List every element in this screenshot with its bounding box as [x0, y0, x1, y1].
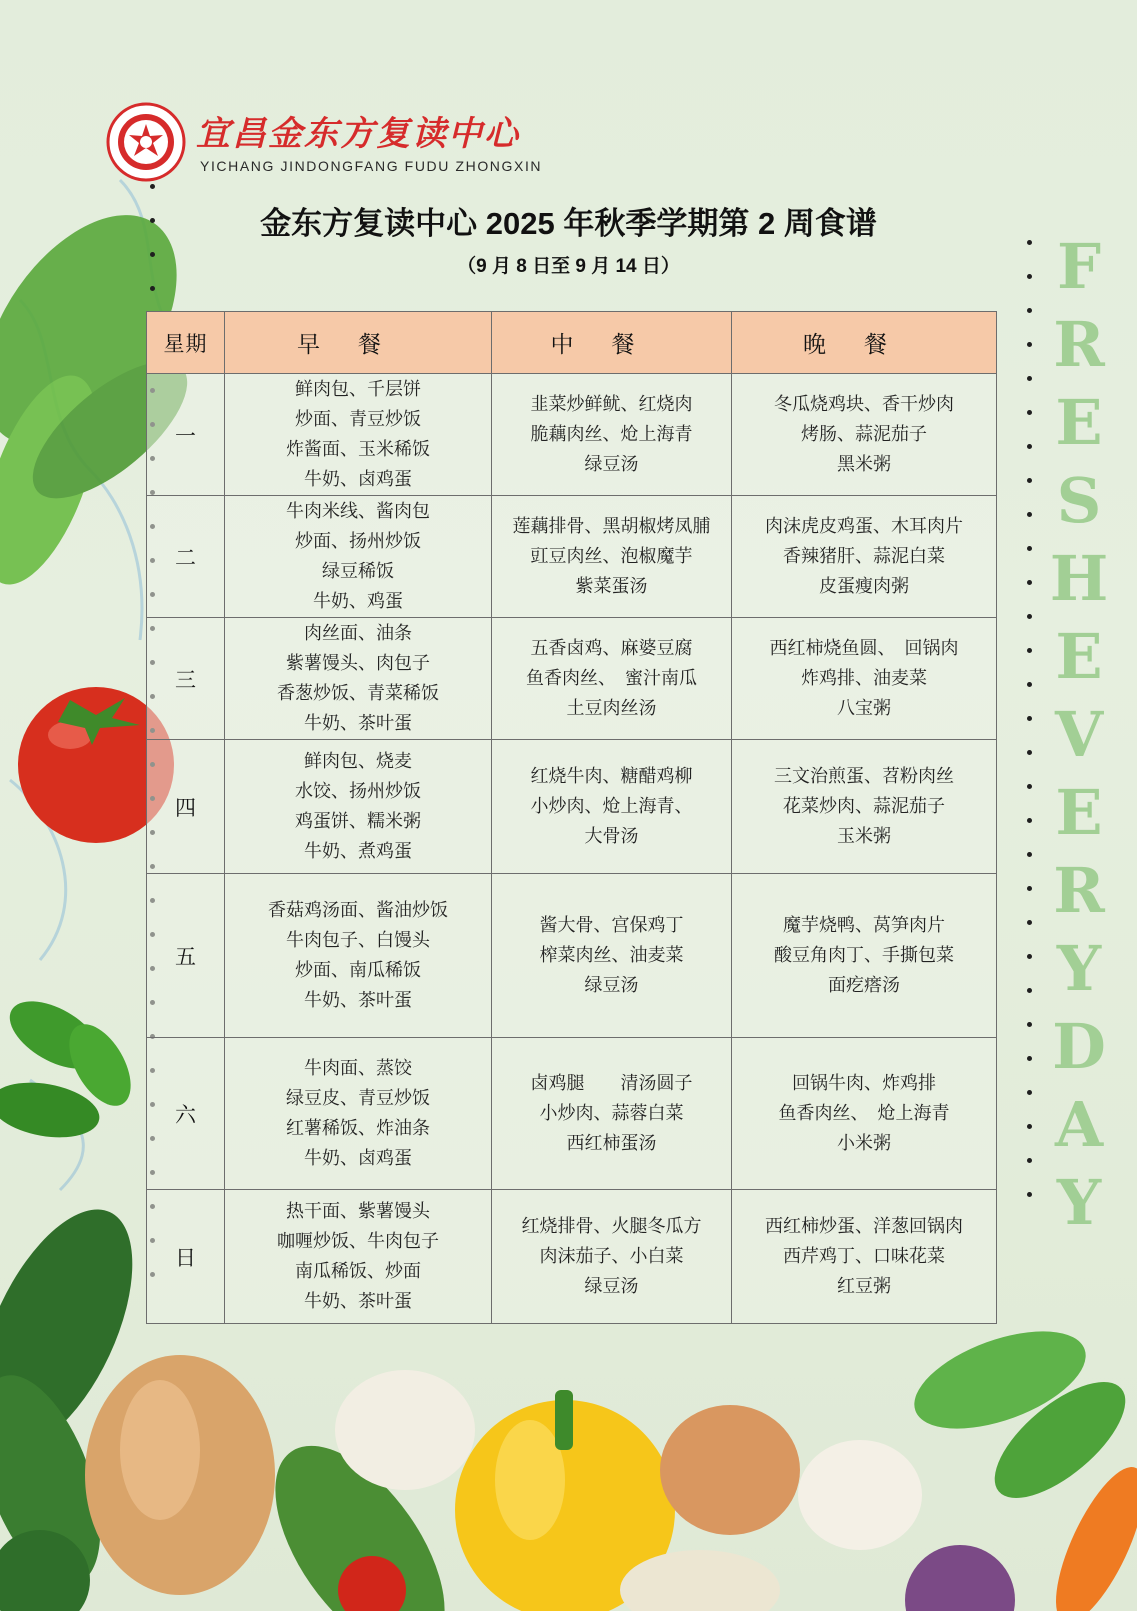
side-letter: A — [1054, 1088, 1104, 1161]
table-row — [147, 1038, 997, 1190]
lunch-dish-line: 绿豆汤 — [584, 453, 639, 475]
dinner-dish-line: 酸豆角肉丁、手撕包菜 — [774, 944, 954, 966]
breakfast-dish-line: 鲜肉包、烧麦 — [304, 750, 412, 772]
dinner-dish-line: 烤肠、蒜泥茄子 — [801, 423, 927, 445]
potato-icon — [660, 1405, 800, 1535]
lunch-dish-line: 红烧排骨、火腿冬瓜方 — [521, 1215, 702, 1237]
breakfast-dish-line: 牛奶、茶叶蛋 — [304, 1290, 412, 1312]
school-logo-icon — [106, 102, 186, 182]
table-row — [147, 740, 997, 874]
breakfast-cell — [225, 496, 492, 618]
side-letter: R — [1053, 854, 1105, 927]
weekday-cell: 四 — [147, 740, 225, 874]
dinner-dish-line: 西芹鸡丁、口味花菜 — [783, 1245, 945, 1267]
lunch-cell — [492, 740, 732, 874]
breakfast-dish-line: 炒面、扬州炒饭 — [295, 530, 421, 552]
dinner-dish-line: 肉沫虎皮鸡蛋、木耳肉片 — [765, 515, 963, 537]
dinner-dish-line: 玉米粥 — [837, 825, 891, 847]
lunch-dish-line: 豇豆肉丝、泡椒魔芋 — [530, 545, 693, 567]
lunch-dish-line: 肉沫茄子、小白菜 — [539, 1245, 684, 1267]
breakfast-dish-line: 炸酱面、玉米稀饭 — [286, 438, 430, 460]
breakfast-dish-line: 香菇鸡汤面、酱油炒饭 — [268, 899, 448, 921]
dinner-dish-line: 炸鸡排、油麦菜 — [801, 667, 927, 689]
breakfast-dish-line: 牛奶、卤鸡蛋 — [304, 468, 412, 490]
breakfast-dish-line: 咖喱炒饭、牛肉包子 — [277, 1230, 439, 1252]
table-row — [147, 874, 997, 1038]
lunch-cell — [492, 496, 732, 618]
breakfast-dish-line: 鸡蛋饼、糯米粥 — [295, 810, 421, 832]
side-letter: Y — [1056, 1166, 1102, 1239]
breakfast-dish-line: 牛肉米线、酱肉包 — [286, 500, 430, 522]
date-range-subtitle: （9 月 8 日至 9 月 14 日） — [457, 256, 680, 277]
dinner-cell — [732, 1190, 997, 1324]
lunch-cell — [492, 1038, 732, 1190]
side-letter: Y — [1056, 932, 1102, 1005]
breakfast-dish-line: 鲜肉包、千层饼 — [295, 378, 421, 400]
onion-icon — [85, 1355, 275, 1595]
dinner-dish-line: 回锅牛肉、炸鸡排 — [792, 1072, 936, 1094]
school-name-cn: 宜昌金东方复读中心 — [196, 114, 520, 154]
table-header-row — [147, 312, 997, 374]
dinner-dish-line: 魔芋烧鸭、莴笋肉片 — [783, 914, 945, 936]
dinner-cell — [732, 496, 997, 618]
lunch-dish-line: 土豆肉丝汤 — [566, 697, 657, 719]
lunch-dish-line: 鱼香肉丝、 蜜汁南瓜 — [526, 667, 697, 689]
table-row — [147, 618, 997, 740]
breakfast-dish-line: 紫薯馒头、肉包子 — [286, 652, 430, 674]
lunch-dish-line: 西红柿蛋汤 — [566, 1132, 657, 1154]
breakfast-cell — [225, 1190, 492, 1324]
dinner-dish-line: 花菜炒肉、蒜泥茄子 — [783, 795, 945, 817]
dinner-dish-line: 小米粥 — [837, 1132, 891, 1154]
header-weekday: 星期 — [147, 312, 225, 374]
lunch-dish-line: 榨菜肉丝、油麦菜 — [539, 944, 684, 966]
green-pepper-icon — [0, 987, 143, 1145]
weekday-cell: 五 — [147, 874, 225, 1038]
header-lunch: 中餐 — [492, 312, 732, 374]
breakfast-dish-line: 牛奶、茶叶蛋 — [304, 989, 412, 1011]
breakfast-dish-line: 热干面、紫薯馒头 — [286, 1200, 430, 1222]
dinner-dish-line: 鱼香肉丝、 炝上海青 — [778, 1102, 950, 1124]
lunch-dish-line: 韭菜炒鲜鱿、红烧肉 — [530, 393, 693, 415]
breakfast-cell — [225, 874, 492, 1038]
dinner-cell — [732, 1038, 997, 1190]
dinner-dish-line: 八宝粥 — [837, 697, 891, 719]
lunch-dish-line: 小炒肉、炝上海青、 — [530, 795, 693, 817]
lunch-dish-line: 莲藕排骨、黑胡椒烤凤脯 — [512, 515, 711, 537]
lunch-dish-line: 大骨汤 — [584, 825, 639, 847]
side-letter: V — [1054, 698, 1104, 771]
side-letter: F — [1056, 230, 1102, 303]
header-breakfast: 早餐 — [225, 312, 492, 374]
fresh-every-day-side-text — [1044, 228, 1114, 1242]
weekday-cell: 六 — [147, 1038, 225, 1190]
breakfast-cell — [225, 374, 492, 496]
lunch-dish-line: 红烧牛肉、糖醋鸡柳 — [530, 765, 693, 787]
dinner-dish-line: 西红柿烧鱼圆、 回锅肉 — [769, 637, 959, 659]
lunch-dish-line: 卤鸡腿 清汤圆子 — [530, 1072, 693, 1094]
table-row — [147, 1190, 997, 1324]
lunch-cell — [492, 374, 732, 496]
side-letter: E — [1055, 386, 1103, 459]
dinner-dish-line: 冬瓜烧鸡块、香干炒肉 — [774, 393, 954, 415]
breakfast-cell — [225, 618, 492, 740]
weekly-menu-table — [146, 311, 997, 1324]
dinner-dish-line: 香辣猪肝、蒜泥白菜 — [783, 545, 945, 567]
lunch-dish-line: 小炒肉、蒜蓉白菜 — [539, 1102, 684, 1124]
dinner-dish-line: 三文治煎蛋、苕粉肉丝 — [774, 765, 954, 787]
breakfast-dish-line: 红薯稀饭、炸油条 — [286, 1117, 430, 1139]
breakfast-dish-line: 牛奶、卤鸡蛋 — [304, 1147, 412, 1169]
breakfast-dish-line: 牛奶、鸡蛋 — [313, 590, 403, 612]
weekday-cell: 一 — [147, 374, 225, 496]
breakfast-cell — [225, 740, 492, 874]
page-title: 金东方复读中心 2025 年秋季学期第 2 周食谱 — [260, 206, 877, 241]
lunch-cell — [492, 1190, 732, 1324]
breakfast-dish-line: 炒面、青豆炒饭 — [295, 408, 421, 430]
breakfast-dish-line: 南瓜稀饭、炒面 — [295, 1260, 421, 1282]
table-row — [147, 496, 997, 618]
dinner-cell — [732, 618, 997, 740]
lunch-cell — [492, 618, 732, 740]
breakfast-dish-line: 肉丝面、油条 — [304, 622, 412, 644]
side-letter: R — [1053, 308, 1105, 381]
breakfast-dish-line: 水饺、扬州炒饭 — [295, 780, 421, 802]
cabbage-icon — [905, 1545, 1015, 1611]
bok-choy-icon — [902, 1312, 1137, 1519]
breakfast-cell — [225, 1038, 492, 1190]
side-letter: S — [1056, 464, 1102, 537]
dinner-cell — [732, 874, 997, 1038]
breakfast-dish-line: 绿豆皮、青豆炒饭 — [286, 1087, 430, 1109]
breakfast-dish-line: 牛肉面、蒸饺 — [304, 1057, 412, 1079]
side-letter: H — [1049, 542, 1109, 615]
lunch-dish-line: 绿豆汤 — [584, 974, 639, 996]
dinner-dish-line: 黑米粥 — [837, 453, 891, 475]
lunch-dish-line: 脆藕肉丝、炝上海青 — [530, 423, 693, 445]
lunch-dish-line: 紫菜蛋汤 — [575, 575, 648, 597]
school-name-en: YICHANG JINDONGFANG FUDU ZHONGXIN — [200, 158, 543, 174]
breakfast-dish-line: 牛肉包子、白馒头 — [286, 929, 430, 951]
breakfast-dish-line: 牛奶、煮鸡蛋 — [304, 840, 412, 862]
side-letter: E — [1055, 620, 1103, 693]
dinner-dish-line: 皮蛋瘦肉粥 — [819, 575, 909, 597]
header-dinner: 晚餐 — [732, 312, 997, 374]
side-letter: E — [1055, 776, 1103, 849]
lunch-cell — [492, 874, 732, 1038]
right-dot-column — [1027, 240, 1033, 1226]
table-row — [147, 374, 997, 496]
dinner-cell — [732, 374, 997, 496]
breakfast-dish-line: 牛奶、茶叶蛋 — [304, 712, 412, 734]
weekday-cell: 三 — [147, 618, 225, 740]
dinner-cell — [732, 740, 997, 874]
lunch-dish-line: 酱大骨、宫保鸡丁 — [539, 914, 684, 936]
breakfast-dish-line: 炒面、南瓜稀饭 — [295, 959, 421, 981]
lunch-dish-line: 绿豆汤 — [584, 1275, 639, 1297]
weekday-cell: 日 — [147, 1190, 225, 1324]
dinner-dish-line: 红豆粥 — [837, 1275, 891, 1297]
breakfast-dish-line: 绿豆稀饭 — [322, 560, 394, 582]
dinner-dish-line: 西红柿炒蛋、洋葱回锅肉 — [765, 1215, 963, 1237]
breakfast-dish-line: 香葱炒饭、青菜稀饭 — [277, 682, 439, 704]
weekday-cell: 二 — [147, 496, 225, 618]
lunch-dish-line: 五香卤鸡、麻婆豆腐 — [530, 637, 693, 659]
dinner-dish-line: 面疙瘩汤 — [828, 974, 900, 996]
side-letter: D — [1052, 1010, 1106, 1083]
